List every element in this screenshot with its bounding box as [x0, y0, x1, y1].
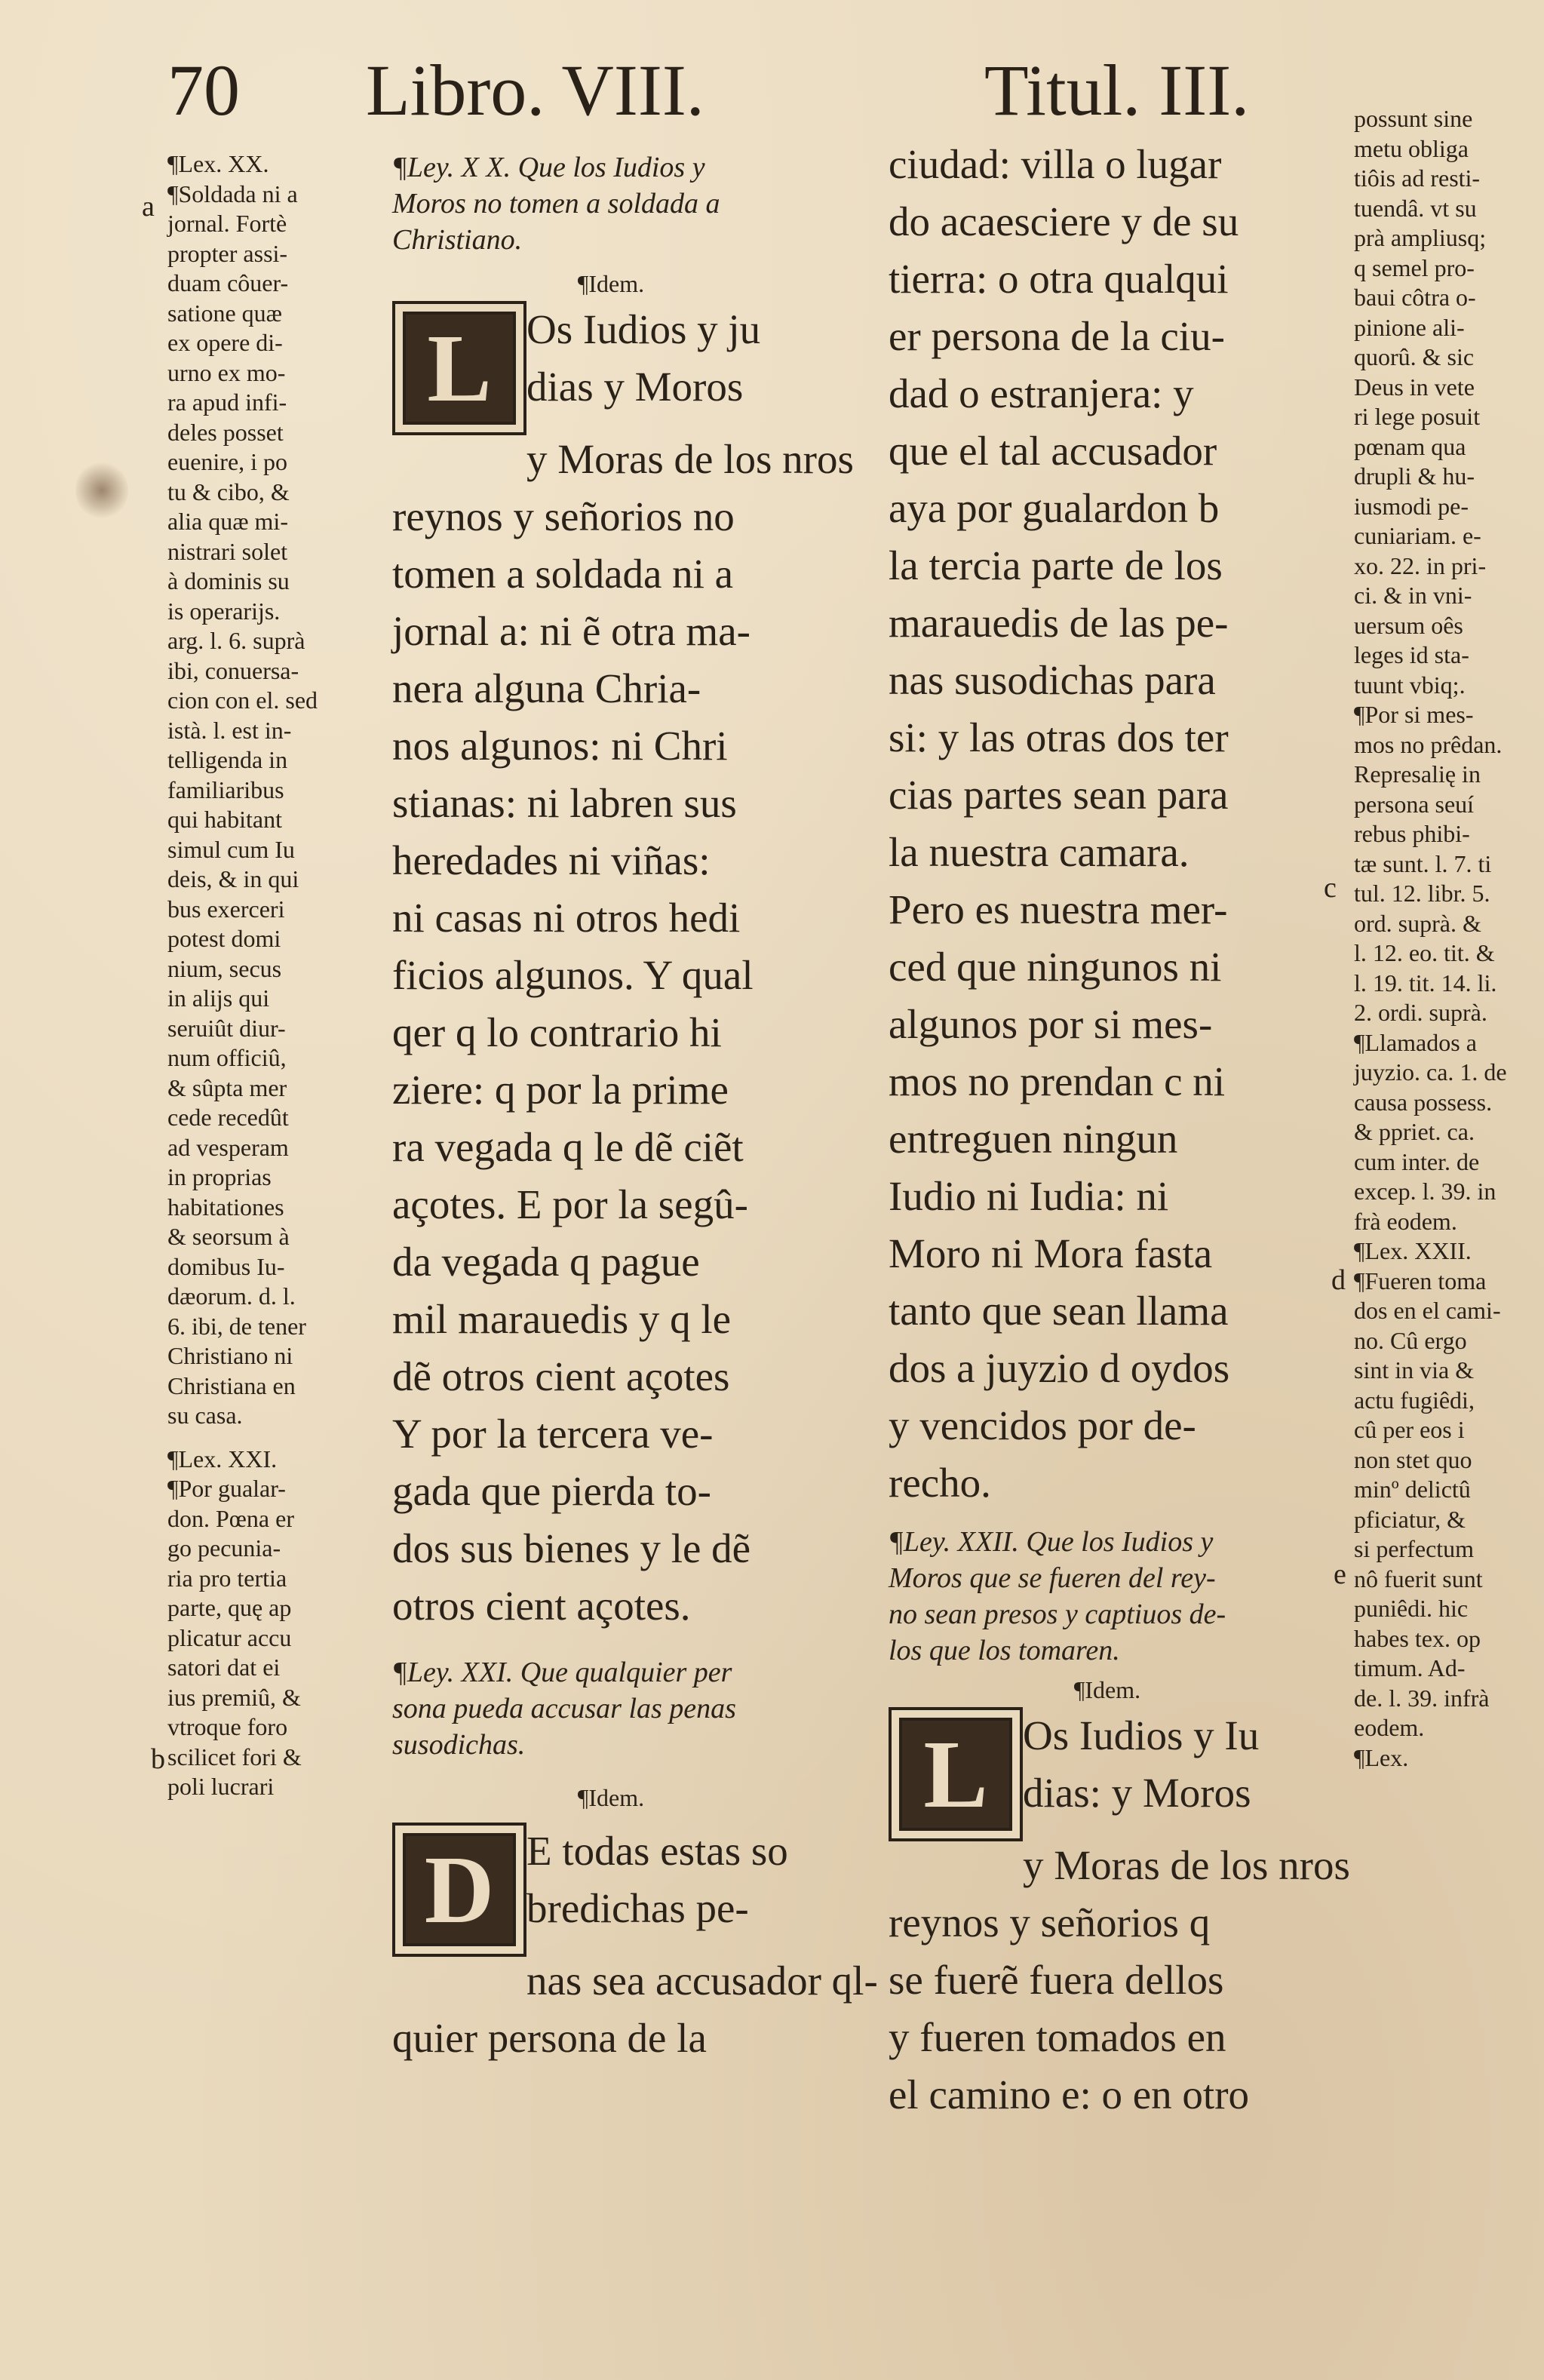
- gloss-line: xo. 22. in pri-: [1354, 551, 1487, 579]
- text-line: ra vegada q le dẽ ciẽt: [392, 1124, 744, 1170]
- text-line: y vencidos por de-: [889, 1402, 1196, 1448]
- text-line: do acaesciere y de su: [889, 198, 1239, 244]
- rubric-law-20: [392, 149, 830, 258]
- gloss-line: ¶Llamados a: [1354, 1028, 1477, 1056]
- gloss-line: mos no prêdan.: [1354, 730, 1503, 758]
- law-21-continuation: [889, 136, 1326, 1512]
- gloss-line: ¶Por gualar-: [167, 1475, 286, 1502]
- rubric-line: Christiano.: [392, 224, 523, 256]
- gloss-line: alia quæ mi-: [167, 508, 288, 535]
- text-line: dos sus bienes y le dẽ: [392, 1525, 751, 1571]
- text-line: gada que pierda to-: [392, 1468, 712, 1514]
- text-line: otros cient açotes.: [392, 1583, 691, 1629]
- gloss-line: potest domi: [167, 925, 281, 952]
- gloss-line: ¶Lex. XXII.: [1354, 1237, 1472, 1264]
- gloss-line: & ppriet. ca.: [1354, 1118, 1475, 1145]
- gloss-line: cede recedût: [167, 1104, 289, 1131]
- gloss-line: scilicet fori &: [167, 1743, 302, 1770]
- gloss-line: seruiût diur-: [167, 1014, 286, 1042]
- gloss-line: ius premiû, &: [167, 1683, 301, 1711]
- gloss-line: domibus Iu-: [167, 1252, 285, 1280]
- gloss-line: ¶Lex. XX.: [167, 150, 269, 177]
- gloss-line: Represalię in: [1354, 760, 1481, 788]
- text-line: dos a juyzio d oydos: [889, 1345, 1230, 1391]
- gloss-line: satori dat ei: [167, 1654, 281, 1681]
- gloss-line: tu & cibo, &: [167, 478, 290, 505]
- text-line: dad o estranjera: y: [889, 370, 1194, 416]
- gloss-line: simul cum Iu: [167, 835, 295, 863]
- decorated-initial-d: D: [392, 1823, 526, 1957]
- gloss-line: istà. l. est in-: [167, 716, 292, 744]
- gloss-line: baui côtra o-: [1354, 284, 1476, 311]
- gloss-line: Christiana en: [167, 1371, 296, 1399]
- gloss-line: propter assi-: [167, 239, 288, 267]
- text-line: er persona de la ciu-: [889, 313, 1225, 359]
- text-line: dias y Moros: [526, 364, 744, 410]
- text-line: entreguen ningun: [889, 1116, 1178, 1162]
- gloss-line: in alijs qui: [167, 984, 270, 1012]
- text-line: ficios algunos. Y qual: [392, 952, 754, 998]
- left-gloss-block-b: [167, 1445, 371, 1802]
- gloss-line: timum. Ad-: [1354, 1654, 1466, 1681]
- gloss-line: & seorsum à: [167, 1223, 290, 1250]
- rubric-line: sona pueda accusar las penas: [392, 1693, 736, 1724]
- gloss-line: excep. l. 39. in: [1354, 1178, 1496, 1205]
- text-line: nera alguna Chria-: [392, 665, 701, 711]
- text-line: la nuestra camara.: [889, 829, 1189, 875]
- gloss-line: ¶Por si mes-: [1354, 701, 1474, 728]
- gloss-line: urno ex mo-: [167, 358, 286, 386]
- gloss-line: cion con el. sed: [167, 686, 318, 714]
- text-line: Os Iudios y Iu: [1023, 1712, 1260, 1758]
- text-line: ziere: q por la prime: [392, 1067, 729, 1113]
- gloss-line: ¶Soldada ni a: [167, 180, 298, 207]
- gloss-line: nium, secus: [167, 954, 282, 982]
- text-line: mil marauedis y q le: [392, 1296, 732, 1342]
- gloss-line: tul. 12. libr. 5.: [1354, 880, 1490, 907]
- gloss-line: 2. ordi. suprà.: [1354, 999, 1487, 1026]
- gloss-line: juyzio. ca. 1. de: [1354, 1058, 1507, 1086]
- gloss-line: cum inter. de: [1354, 1147, 1480, 1175]
- gloss-line: ria pro tertia: [167, 1564, 287, 1592]
- right-text-column: [889, 136, 1350, 2124]
- gloss-line: su casa.: [167, 1402, 243, 1429]
- gloss-line: deis, & in qui: [167, 865, 299, 892]
- idem-label-2: ¶Idem.: [577, 1784, 645, 1811]
- text-line: ni casas ni otros hedi: [392, 895, 741, 941]
- gloss-line: ci. & in vni-: [1354, 582, 1472, 609]
- text-line: y Moras de los nros: [1023, 1842, 1350, 1888]
- gloss-line: arg. l. 6. suprà: [167, 627, 305, 654]
- rubric-law-21: [392, 1654, 830, 1763]
- decorated-initial-l: L: [392, 301, 526, 435]
- gloss-line: deles posset: [167, 418, 284, 446]
- gloss-line: euenire, i po: [167, 448, 288, 475]
- gloss-line: no. Cû ergo: [1354, 1326, 1467, 1354]
- text-line: se fuerẽ fuera dellos: [889, 1957, 1224, 2003]
- decorated-initial-l-2: L: [889, 1707, 1023, 1841]
- text-line: reynos y señorios no: [392, 493, 735, 539]
- text-line: E todas estas so: [526, 1828, 788, 1874]
- text-line: el camino e: o en otro: [889, 2071, 1250, 2117]
- gloss-line: minº delictû: [1354, 1476, 1471, 1503]
- law-20-text: [392, 301, 854, 1635]
- gloss-line: duam côuer-: [167, 269, 289, 296]
- gloss-line: vtroque foro: [167, 1713, 288, 1740]
- law-22-text: [889, 1707, 1350, 2124]
- gloss-line: rebus phibi-: [1354, 820, 1470, 847]
- gloss-line: sint in via &: [1354, 1356, 1475, 1383]
- gloss-line: plicatur accu: [167, 1623, 292, 1651]
- text-line: da vegada q pague: [392, 1239, 700, 1285]
- text-line: Os Iudios y ju: [526, 306, 761, 352]
- text-line: açotes. E por la segû-: [392, 1181, 748, 1227]
- text-line: Moro ni Mora fasta: [889, 1230, 1213, 1276]
- text-line: algunos por si mes-: [889, 1001, 1213, 1047]
- text-line: y fueren tomados en: [889, 2014, 1226, 2060]
- gloss-line: qui habitant: [167, 806, 282, 833]
- margin-letter-b: b: [151, 1743, 165, 1775]
- gloss-line: causa possess.: [1354, 1088, 1493, 1116]
- text-line: mos no prendan c ni: [889, 1058, 1226, 1104]
- text-line: recho.: [889, 1460, 991, 1506]
- text-line: tanto que sean llama: [889, 1288, 1229, 1334]
- idem-label-1: ¶Idem.: [577, 270, 645, 297]
- gloss-line: pficiatur, &: [1354, 1505, 1466, 1533]
- rubric-line: ¶Ley. X X. Que los Iudios y: [392, 152, 705, 183]
- gloss-line: tæ sunt. l. 7. ti: [1354, 849, 1492, 877]
- gloss-line: cû per eos i: [1354, 1416, 1465, 1443]
- gloss-line: quorû. & sic: [1354, 343, 1475, 370]
- gloss-line: ord. suprà. &: [1354, 909, 1481, 937]
- ink-stain: [75, 460, 128, 521]
- gloss-line: cuniariam. e-: [1354, 522, 1481, 549]
- page-number: 70: [167, 50, 240, 131]
- gloss-line: poli lucrari: [167, 1773, 275, 1800]
- gloss-line: persona seuí: [1354, 790, 1475, 818]
- gloss-line: si perfectum: [1354, 1535, 1475, 1562]
- right-gloss-column: [1354, 104, 1535, 1773]
- text-line: nas susodichas para: [889, 657, 1216, 703]
- gloss-line: pœnam qua: [1354, 432, 1466, 460]
- left-gloss-column: [167, 149, 371, 1802]
- text-line: ciudad: villa o lugar: [889, 141, 1222, 187]
- rubric-line: los que los tomaren.: [889, 1635, 1120, 1666]
- text-line: Iudio ni Iudia: ni: [889, 1173, 1169, 1219]
- text-line: heredades ni viñas:: [392, 837, 711, 883]
- text-line: aya por gualardon b: [889, 485, 1220, 531]
- gloss-line: puniêdi. hic: [1354, 1595, 1469, 1622]
- gloss-line: à dominis su: [167, 567, 290, 594]
- rubric-line: Moros que se fueren del rey-: [889, 1562, 1216, 1594]
- text-line: nas sea accusador ql-: [526, 1958, 878, 2004]
- gloss-line: dæorum. d. l.: [167, 1282, 296, 1310]
- gloss-line: l. 19. tit. 14. li.: [1354, 969, 1497, 997]
- rubric-line: no sean presos y captiuos de-: [889, 1598, 1226, 1630]
- text-line: dẽ otros cient açotes: [392, 1353, 730, 1399]
- text-line: y Moras de los nros: [526, 436, 854, 482]
- gloss-line: tiôis ad resti-: [1354, 164, 1481, 192]
- text-line: reynos y señorios q: [889, 1899, 1211, 1945]
- gloss-line: Christiano ni: [167, 1342, 293, 1369]
- gloss-line: tuendâ. vt su: [1354, 194, 1477, 222]
- rubric-line: Moros no tomen a soldada a: [392, 188, 720, 220]
- gloss-line: non stet quo: [1354, 1445, 1472, 1473]
- law-21-text: [392, 1823, 878, 2067]
- gloss-line: bus exerceri: [167, 895, 285, 923]
- gloss-line: ¶Fueren toma: [1354, 1267, 1487, 1294]
- rubric-line: susodichas.: [392, 1729, 526, 1761]
- text-line: stianas: ni labren sus: [392, 780, 737, 826]
- text-line: qer q lo contrario hi: [392, 1009, 722, 1055]
- text-line: tomen a soldada ni a: [392, 551, 734, 597]
- gloss-line: ad vesperam: [167, 1133, 289, 1161]
- gloss-line: ibi, conuersa-: [167, 656, 299, 684]
- gloss-line: metu obliga: [1354, 134, 1469, 162]
- text-line: marauedis de las pe-: [889, 600, 1229, 646]
- text-line: jornal a: ni ẽ otra ma-: [392, 608, 751, 654]
- rubric-law-22: [889, 1524, 1326, 1669]
- text-line: Pero es nuestra mer-: [889, 886, 1228, 932]
- text-line: quier persona de la: [392, 2015, 707, 2061]
- rubric-line: ¶Ley. XXII. Que los Iudios y: [889, 1526, 1214, 1558]
- gloss-line: de. l. 39. infrà: [1354, 1684, 1490, 1712]
- text-line: bredichas pe-: [526, 1885, 749, 1931]
- gloss-line: ra apud infi-: [167, 388, 287, 416]
- gloss-line: parte, quę ap: [167, 1594, 292, 1621]
- gloss-line: nô fuerit sunt: [1354, 1565, 1483, 1592]
- text-line: la tercia parte de los: [889, 542, 1223, 588]
- gloss-line: possunt sine: [1354, 105, 1473, 132]
- gloss-line: prà ampliusq;: [1354, 224, 1487, 251]
- gloss-line: dos en el cami-: [1354, 1297, 1501, 1324]
- gloss-line: go pecunia-: [167, 1534, 281, 1562]
- gloss-line: ri lege posuit: [1354, 403, 1481, 430]
- gloss-line: is operarijs.: [167, 597, 281, 625]
- gloss-line: 6. ibi, de tener: [167, 1312, 306, 1340]
- gloss-line: nistrari solet: [167, 537, 288, 565]
- gloss-line: pinione ali-: [1354, 313, 1465, 341]
- gloss-line: ex opere di-: [167, 329, 283, 356]
- gloss-line: actu fugiêdi,: [1354, 1386, 1475, 1414]
- text-line: cias partes sean para: [889, 772, 1229, 818]
- gloss-line: drupli & hu-: [1354, 462, 1475, 490]
- text-line: si: y las otras dos ter: [889, 714, 1229, 760]
- gloss-line: uersum oês: [1354, 611, 1463, 639]
- margin-letter-c: c: [1324, 872, 1337, 904]
- gloss-line: eodem.: [1354, 1714, 1425, 1741]
- gloss-line: habitationes: [167, 1193, 284, 1221]
- gloss-line: iusmodi pe-: [1354, 492, 1469, 520]
- gloss-line: jornal. Fortè: [167, 210, 287, 237]
- gloss-line: telligenda in: [167, 746, 288, 773]
- running-head-book: Libro. VIII.: [366, 50, 704, 131]
- gloss-line: ¶Lex. XXI.: [167, 1445, 278, 1473]
- center-text-column: [392, 149, 878, 2067]
- gloss-line: ¶Lex.: [1354, 1743, 1409, 1771]
- gloss-line: & sûpta mer: [167, 1073, 287, 1101]
- gloss-line: satione quæ: [167, 299, 282, 327]
- gloss-line: familiaribus: [167, 775, 284, 803]
- gloss-line: l. 12. eo. tit. &: [1354, 939, 1495, 966]
- margin-letter-d: d: [1331, 1264, 1346, 1296]
- right-gloss-block: [1354, 104, 1535, 1773]
- gloss-line: leges id sta-: [1354, 641, 1469, 668]
- rubric-line: ¶Ley. XXI. Que qualquier per: [392, 1657, 732, 1688]
- left-gloss-block-a: [167, 149, 371, 1431]
- text-line: ced que ningunos ni: [889, 944, 1222, 990]
- gloss-line: q semel pro-: [1354, 253, 1475, 281]
- text-line: tierra: o otra qualqui: [889, 256, 1229, 302]
- text-line: nos algunos: ni Chri: [392, 723, 728, 769]
- gloss-line: frà eodem.: [1354, 1207, 1457, 1235]
- gloss-line: don. Pœna er: [167, 1504, 294, 1532]
- text-line: dias: y Moros: [1023, 1770, 1251, 1816]
- text-line: que el tal accusador: [889, 428, 1217, 474]
- idem-label-3: ¶Idem.: [1073, 1676, 1141, 1703]
- margin-letter-e: e: [1334, 1559, 1346, 1590]
- text-line: Y por la tercera ve-: [392, 1411, 714, 1457]
- margin-letter-a: a: [142, 191, 155, 223]
- running-head-title: Titul. III.: [984, 50, 1250, 131]
- gloss-line: Deus in vete: [1354, 373, 1475, 401]
- gloss-line: in proprias: [167, 1163, 272, 1190]
- gloss-line: num officiû,: [167, 1044, 287, 1071]
- gloss-line: habes tex. op: [1354, 1624, 1481, 1652]
- gloss-line: tuunt vbiq;.: [1354, 671, 1466, 699]
